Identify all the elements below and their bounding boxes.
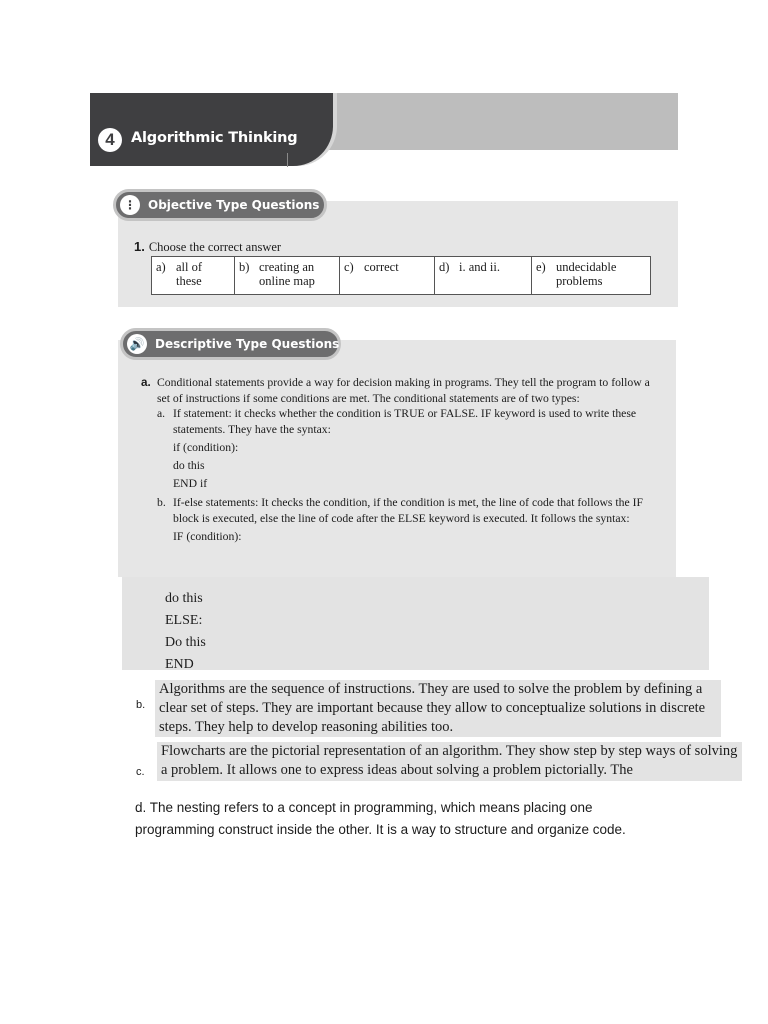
option-letter: d) xyxy=(439,260,450,274)
continuation-panel xyxy=(122,577,709,670)
table-cell xyxy=(340,257,435,295)
option-text: i. and ii. xyxy=(459,260,500,274)
chapter-number-badge: 4 xyxy=(98,128,122,152)
answer-d-line: d. The nesting refers to a concept in programming, which means placing one xyxy=(135,800,593,815)
descriptive-heading xyxy=(120,328,341,360)
continuation-syntax xyxy=(165,588,206,676)
table-cell xyxy=(235,257,340,295)
question-number: 1. xyxy=(134,239,145,254)
syntax-line: if (condition): xyxy=(173,441,239,454)
option-text: creating an online map xyxy=(259,260,315,288)
table-cell xyxy=(532,257,651,295)
option-letter: e) xyxy=(536,260,546,274)
syntax-block xyxy=(173,439,653,493)
syntax-line: END if xyxy=(173,477,208,490)
option-text: all of these xyxy=(176,260,203,288)
table-cell xyxy=(152,257,235,295)
speaker-icon: 🔊 xyxy=(127,334,147,354)
dots-icon: ⋮ xyxy=(120,195,140,215)
option-text: correct xyxy=(364,260,399,274)
syntax-line: ELSE: xyxy=(165,613,203,628)
answer-d-line: programming construct inside the other. It is a way to structure and organize code. xyxy=(135,822,626,837)
question-text: Choose the correct answer xyxy=(148,240,282,254)
sub-answer-a-text: If statement: it checks whether the condition is TRUE or FALSE. IF keyword is used to write these statements. They have the syntax: xyxy=(173,407,637,436)
sub-answer-b xyxy=(157,495,653,526)
answer-table xyxy=(151,256,651,295)
objective-heading-label: Objective Type Questions xyxy=(148,198,320,212)
syntax-block xyxy=(173,528,653,546)
option-letter: a) xyxy=(156,260,166,274)
descriptive-answers xyxy=(141,375,653,546)
answer-b-marker: b. xyxy=(136,699,146,711)
chapter-title: Algorithmic Thinking xyxy=(131,130,298,146)
option-text: undecidable problems xyxy=(556,260,617,288)
sub-answer-b-marker: b. xyxy=(157,496,166,509)
objective-heading xyxy=(113,189,327,221)
syntax-line: IF (condition): xyxy=(173,530,242,543)
option-letter: b) xyxy=(239,260,250,274)
descriptive-heading-label: Descriptive Type Questions xyxy=(155,337,340,351)
divider xyxy=(287,153,288,167)
answer-d xyxy=(135,797,735,841)
syntax-line: do this xyxy=(165,591,203,606)
sub-answer-a xyxy=(157,406,653,437)
syntax-line: Do this xyxy=(165,635,206,650)
table-cell xyxy=(435,257,532,295)
answer-c-text: Flowcharts are the pictorial representation of an algorithm. They show step by step ways of solving a problem. It allows one to express ideas about solving a problem pictorially. The xyxy=(157,742,742,781)
question-1 xyxy=(134,239,281,255)
sub-answer-b-text: If-else statements: It checks the condition, if the condition is met, the line of code that follows the IF block is executed, else the line of code after the ELSE keyword is executed. It follows the syntax: xyxy=(173,496,643,525)
syntax-line: do this xyxy=(173,459,205,472)
option-letter: c) xyxy=(344,260,354,274)
answer-a-marker: a. xyxy=(141,376,151,389)
table-row xyxy=(152,257,651,295)
answer-b-text: Algorithms are the sequence of instructions. They are used to solve the problem by defining a clear set of steps. They are important because they allow to conceptualize solutions in discrete steps. They help to develop reasoning abilities too. xyxy=(155,680,721,737)
answer-a xyxy=(141,375,653,406)
answer-a-text: Conditional statements provide a way for decision making in programs. They tell the program to follow a set of instructions if some conditions are met. The conditional statements are of two types: xyxy=(157,376,650,405)
answer-c-marker: c. xyxy=(136,766,145,778)
syntax-line: END xyxy=(165,657,194,672)
sub-answer-a-marker: a. xyxy=(157,407,166,420)
